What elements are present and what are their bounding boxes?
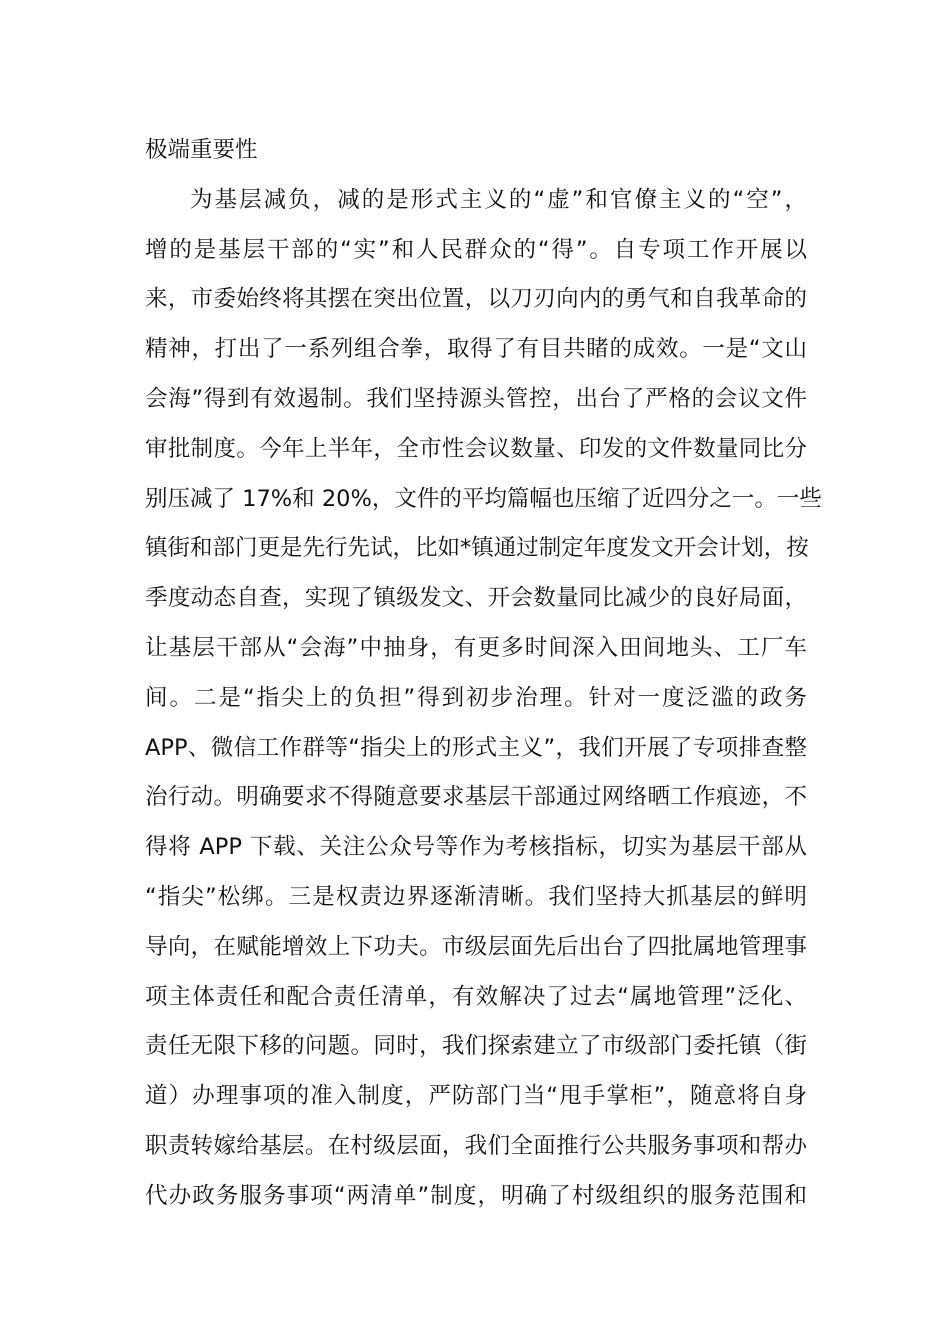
paragraph-line: 来，市委始终将其摆在突出位置，以刀刃向内的勇气和自我革命的 xyxy=(145,286,807,313)
paragraph-line: 镇街和部门更是先行先试，比如*镇通过制定年度发文开会计划，按 xyxy=(145,535,809,562)
paragraph-line: 责任无限下移的问题。同时，我们探索建立了市级部门委托镇（街 xyxy=(145,1033,807,1060)
paragraph-line: 会海”得到有效遏制。我们坚持源头管控，出台了严格的会议文件 xyxy=(145,385,807,412)
heading-fragment: 极端重要性 xyxy=(145,137,258,163)
paragraph-line: 间。二是“指尖上的负担”得到初步治理。针对一度泛滥的政务 xyxy=(145,684,807,711)
paragraph-line: 增的是基层干部的“实”和人民群众的“得”。自专项工作开展以 xyxy=(145,236,807,263)
paragraph-line: 让基层干部从“会海”中抽身，有更多时间深入田间地头、工厂车 xyxy=(145,634,807,661)
paragraph-line: 职责转嫁给基层。在村级层面，我们全面推行公共服务事项和帮办 xyxy=(145,1132,807,1159)
paragraph-line: 代办政务服务事项“两清单”制度，明确了村级组织的服务范围和 xyxy=(145,1182,807,1209)
paragraph-line: 项主体责任和配合责任清单，有效解决了过去“属地管理”泛化、 xyxy=(145,983,807,1010)
paragraph-line: APP、微信工作群等“指尖上的形式主义”，我们开展了专项排查整 xyxy=(145,734,807,761)
paragraph-line: 治行动。明确要求不得随意要求基层干部通过网络晒工作痕迹，不 xyxy=(145,784,807,811)
paragraph-line: 季度动态自查，实现了镇级发文、开会数量同比减少的良好局面， xyxy=(145,585,807,612)
paragraph-line: 得将 APP 下载、关注公众号等作为考核指标，切实为基层干部从 xyxy=(145,834,807,861)
paragraph-line: “指尖”松绑。三是权责边界逐渐清晰。我们坚持大抓基层的鲜明 xyxy=(145,883,807,910)
paragraph-line: 精神，打出了一系列组合拳，取得了有目共睹的成效。一是“文山 xyxy=(145,336,807,363)
paragraph-line: 道）办理事项的准入制度，严防部门当“甩手掌柜”，随意将自身 xyxy=(145,1083,807,1110)
body-text xyxy=(145,126,822,1222)
paragraph-line: 为基层减负，减的是形式主义的“虚”和官僚主义的“空”， xyxy=(190,186,807,213)
paragraph-line: 导向，在赋能增效上下功夫。市级层面先后出台了四批属地管理事 xyxy=(145,933,807,960)
paragraph-line: 审批制度。今年上半年，全市性会议数量、印发的文件数量同比分 xyxy=(145,435,807,462)
paragraph-line: 别压减了 17%和 20%，文件的平均篇幅也压缩了近四分之一。一些 xyxy=(145,485,822,512)
